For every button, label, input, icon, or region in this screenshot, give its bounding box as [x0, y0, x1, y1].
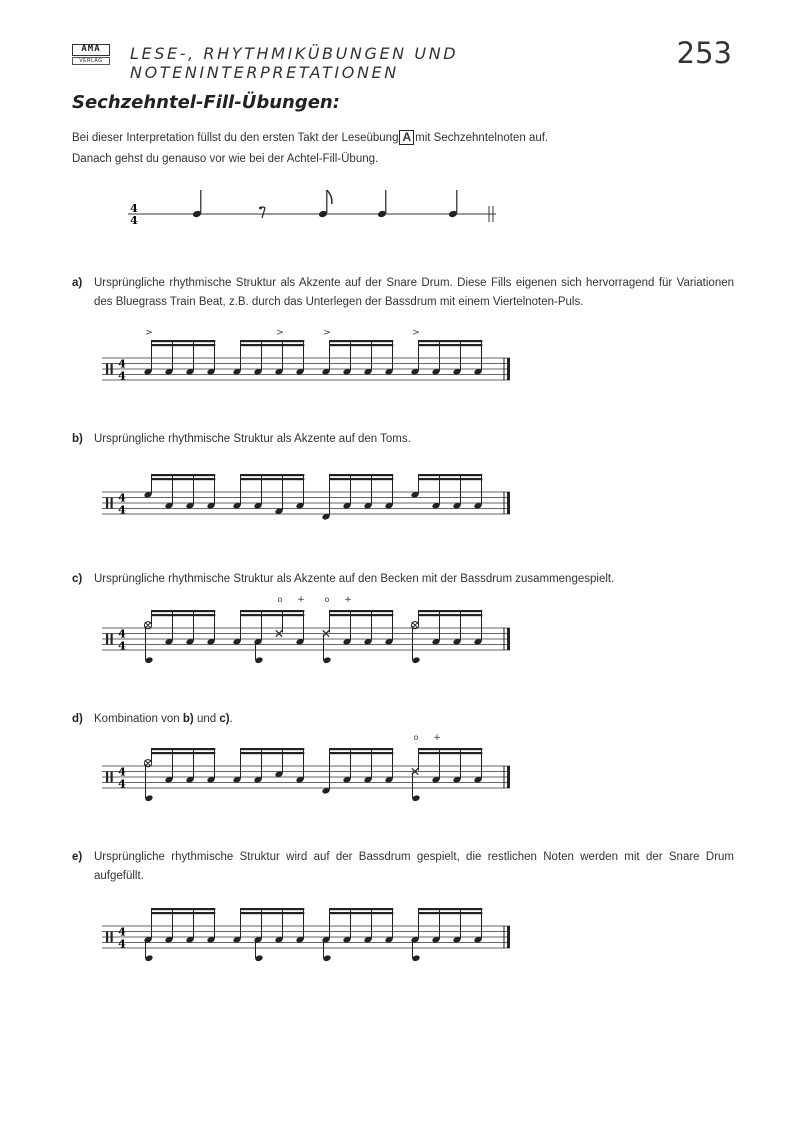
exercise-b [72, 430, 734, 449]
beam [152, 474, 216, 476]
eighth-rest [259, 207, 265, 218]
time-sig-bottom: 4 [118, 369, 126, 383]
intro-text-2: mit Sechzehntelnoten auf. [415, 132, 549, 144]
staff-lines [102, 628, 510, 653]
beam [330, 478, 394, 480]
time-sig-bottom: 4 [130, 214, 138, 227]
time-sig-bottom: 4 [118, 639, 126, 653]
final-barline [507, 766, 510, 788]
beam [152, 912, 216, 914]
final-barline [507, 492, 510, 514]
open-mark: o [324, 595, 330, 604]
exercise-description: Ursprüngliche rhythmische Struktur als Akzente auf den Becken mit der Bassdrum zusammengespielt. [94, 573, 615, 585]
beam [330, 344, 394, 346]
staff-lines [102, 358, 510, 383]
beam [419, 912, 483, 914]
staff-lines [102, 926, 510, 951]
sixteenth-group [411, 908, 483, 962]
beam [241, 748, 305, 750]
percussion-clef [106, 932, 108, 943]
notation-staff-b [100, 462, 520, 532]
exercise-label: a) [72, 277, 83, 289]
accent-mark: > [412, 328, 420, 338]
intro-paragraph [72, 128, 732, 170]
beam [152, 344, 216, 346]
staff-lines [102, 492, 510, 517]
percussion-clef [111, 634, 113, 645]
sixteenth-group [233, 328, 305, 376]
beam [241, 478, 305, 480]
final-barline [507, 358, 510, 380]
page-header [72, 36, 732, 82]
beam [330, 614, 394, 616]
sixteenth-group [411, 328, 483, 376]
beam [241, 474, 305, 476]
time-sig-bottom: 4 [118, 777, 126, 791]
rhythm-line-notation [120, 180, 510, 240]
exercise-label: c) [72, 573, 83, 585]
closed-mark: + [344, 595, 352, 605]
intro-line-2: Danach gehst du genauso vor wie bei der Achtel-Fill-Übung. [72, 153, 379, 165]
beam [419, 614, 483, 616]
exercise-box-A: A [399, 130, 414, 145]
time-sig-top: 4 [118, 765, 126, 779]
final-barline [507, 926, 510, 948]
exercise-description: Ursprüngliche rhythmische Struktur als Akzente auf der Snare Drum. Diese Fills eigenen sich hervorragend für Variationen des Bluegrass Train Beat, z.B. durch das Unterlegen der Bassdrum mit einem Viertelnoten-Puls. [94, 277, 734, 308]
beam [330, 610, 394, 612]
time-sig-bottom: 4 [118, 503, 126, 517]
sixteenth-group [323, 595, 394, 664]
exercise-label: e) [72, 851, 83, 863]
percussion-clef [111, 498, 113, 509]
notation-staff-a [100, 328, 520, 398]
exercise-description: Ursprüngliche rhythmische Struktur wird auf der Bassdrum gespielt, die restlichen Noten werden mit der Snare Drum aufgefüllt. [94, 851, 734, 882]
sixteenth-group [233, 474, 305, 515]
sixteenth-group [322, 328, 394, 376]
exercise-a [72, 274, 734, 312]
beam [241, 752, 305, 754]
closed-mark: + [297, 595, 305, 605]
beam [152, 614, 216, 616]
beam [419, 610, 483, 612]
notation-staff-c [100, 590, 520, 670]
beam [241, 340, 305, 342]
quarter-note [448, 190, 458, 218]
page-number: 253 [676, 36, 732, 70]
time-sig-top: 4 [118, 925, 126, 939]
open-mark: o [413, 733, 419, 742]
beam [152, 340, 216, 342]
beam [330, 748, 394, 750]
staff-lines [102, 766, 510, 791]
exercise-d [72, 710, 734, 729]
section-title: Sechzehntel-Fill-Übungen: [72, 92, 340, 113]
beam [419, 748, 483, 750]
sixteenth-group [411, 610, 482, 664]
time-sig-top: 4 [118, 491, 126, 505]
beam [241, 912, 305, 914]
exercise-c [72, 570, 734, 589]
beam [330, 912, 394, 914]
final-barline [507, 628, 510, 650]
beam [152, 748, 216, 750]
percussion-clef [111, 932, 113, 943]
intro-line-1 [72, 128, 732, 149]
notation-staff-e [100, 900, 520, 970]
desc-text: Kombination von [94, 713, 180, 725]
accent-mark: > [276, 328, 284, 338]
exercise-e [72, 848, 734, 886]
logo-mark: AMA [72, 44, 110, 56]
beam [330, 752, 394, 754]
quarter-note [192, 190, 202, 218]
beam [419, 474, 483, 476]
accent-mark: > [145, 328, 153, 338]
sixteenth-group [144, 908, 216, 962]
ref-c: c) [219, 713, 230, 725]
beam [419, 478, 483, 480]
publisher-logo [72, 44, 116, 66]
exercise-description: Ursprüngliche rhythmische Struktur als Akzente auf den Toms. [94, 433, 411, 445]
beam [241, 610, 305, 612]
beam [152, 610, 216, 612]
time-sig-top: 4 [118, 627, 126, 641]
beam [419, 344, 483, 346]
beam [152, 752, 216, 754]
sixteenth-group [412, 733, 483, 802]
beam [330, 474, 394, 476]
notation-staff-d [100, 728, 520, 808]
percussion-clef [106, 772, 108, 783]
percussion-clef [111, 364, 113, 375]
beam [241, 614, 305, 616]
ref-b: b) [182, 713, 194, 725]
accent-mark: > [323, 328, 331, 338]
beam [241, 344, 305, 346]
closed-mark: + [433, 733, 441, 743]
time-sig-top: 4 [118, 357, 126, 371]
beam [419, 908, 483, 910]
beam [241, 908, 305, 910]
logo-subtitle: VERLAG [72, 57, 110, 65]
beam [152, 478, 216, 480]
sixteenth-group [233, 595, 305, 664]
time-sig-bottom: 4 [118, 937, 126, 951]
exercise-label: d) [72, 713, 83, 725]
sixteenth-group [144, 610, 215, 664]
percussion-clef [106, 498, 108, 509]
percussion-clef [111, 772, 113, 783]
beam [419, 340, 483, 342]
running-title: LESE-, RHYTHMIKÜBUNGEN UND NOTENINTERPRETATIONEN [130, 44, 459, 82]
desc-text: . [229, 713, 233, 725]
desc-text: und [196, 713, 217, 725]
beam [419, 752, 483, 754]
sixteenth-group [322, 908, 394, 962]
quarter-note [377, 190, 387, 218]
sixteenth-group [144, 748, 215, 802]
percussion-clef [106, 634, 108, 645]
exercise-label: b) [72, 433, 83, 445]
sixteenth-group [144, 328, 216, 376]
open-mark: o [277, 595, 283, 604]
time-sig-top: 4 [130, 202, 138, 215]
exercise-description [94, 710, 734, 729]
beam [330, 908, 394, 910]
intro-text-1: Bei dieser Interpretation füllst du den ersten Takt der Leseübung [72, 132, 399, 144]
beam [330, 340, 394, 342]
sixteenth-group [233, 908, 305, 962]
percussion-clef [106, 364, 108, 375]
beam [152, 908, 216, 910]
